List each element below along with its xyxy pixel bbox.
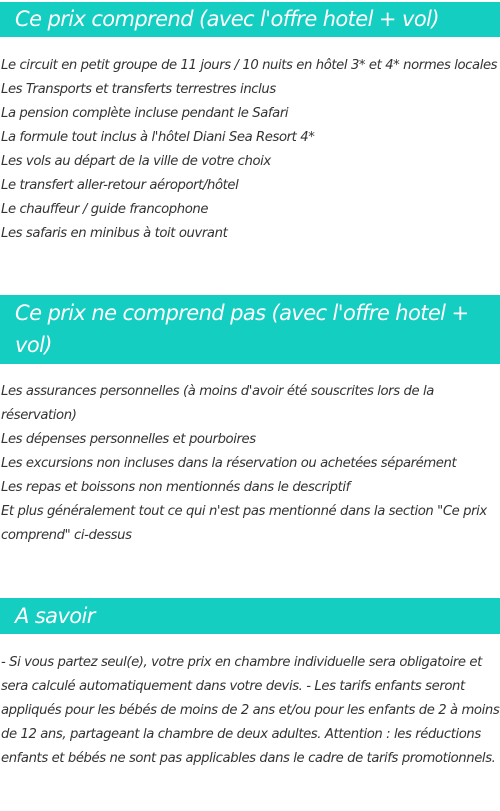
included-item: Les Transports et transferts terrestres inclus: [1, 82, 276, 97]
excluded-item: Et plus généralement tout ce qui n'est pas mentionné dans la section "Ce prix comprend" ci-dessus: [1, 504, 487, 543]
included-item: Le transfert aller-retour aéroport/hôtel: [1, 178, 239, 193]
excluded-item: Les assurances personnelles (à moins d'avoir été souscrites lors de la réservation): [1, 384, 434, 423]
excluded-section-title: Ce prix ne comprend pas (avec l'offre hotel + vol): [0, 295, 500, 364]
excluded-list: [1, 380, 500, 548]
included-item: Les safaris en minibus à toit ouvrant: [1, 226, 228, 241]
included-item: Le chauffeur / guide francophone: [1, 202, 209, 217]
included-list: [1, 54, 500, 246]
info-section-title: A savoir: [0, 598, 500, 634]
included-section-title: Ce prix comprend (avec l'offre hotel + vol): [0, 2, 500, 37]
excluded-item: Les dépenses personnelles et pourboires: [1, 432, 256, 447]
excluded-item: Les excursions non incluses dans la réservation ou achetées séparément: [1, 456, 457, 471]
included-item: La formule tout inclus à l'hôtel Diani Sea Resort 4*: [1, 130, 315, 145]
included-item: Les vols au départ de la ville de votre choix: [1, 154, 271, 169]
excluded-item: Les repas et boissons non mentionnés dans le descriptif: [1, 480, 350, 495]
included-item: Le circuit en petit groupe de 11 jours / 10 nuits en hôtel 3* et 4* normes locales: [1, 58, 498, 73]
included-item: La pension complète incluse pendant le Safari: [1, 106, 289, 121]
info-text: - Si vous partez seul(e), votre prix en chambre individuelle sera obligatoire et sera calculé automatiquement dans votre devis. - Les tarifs enfants seront appliqués pour les bébés de moins de 2 ans et/ou pour les enfants de 2 à moins de 12 ans, partageant la chambre de deux adultes. Attention : les réductions enfants et bébés ne sont pas applicables dans le cadre de tarifs promotionnels.: [1, 655, 500, 766]
